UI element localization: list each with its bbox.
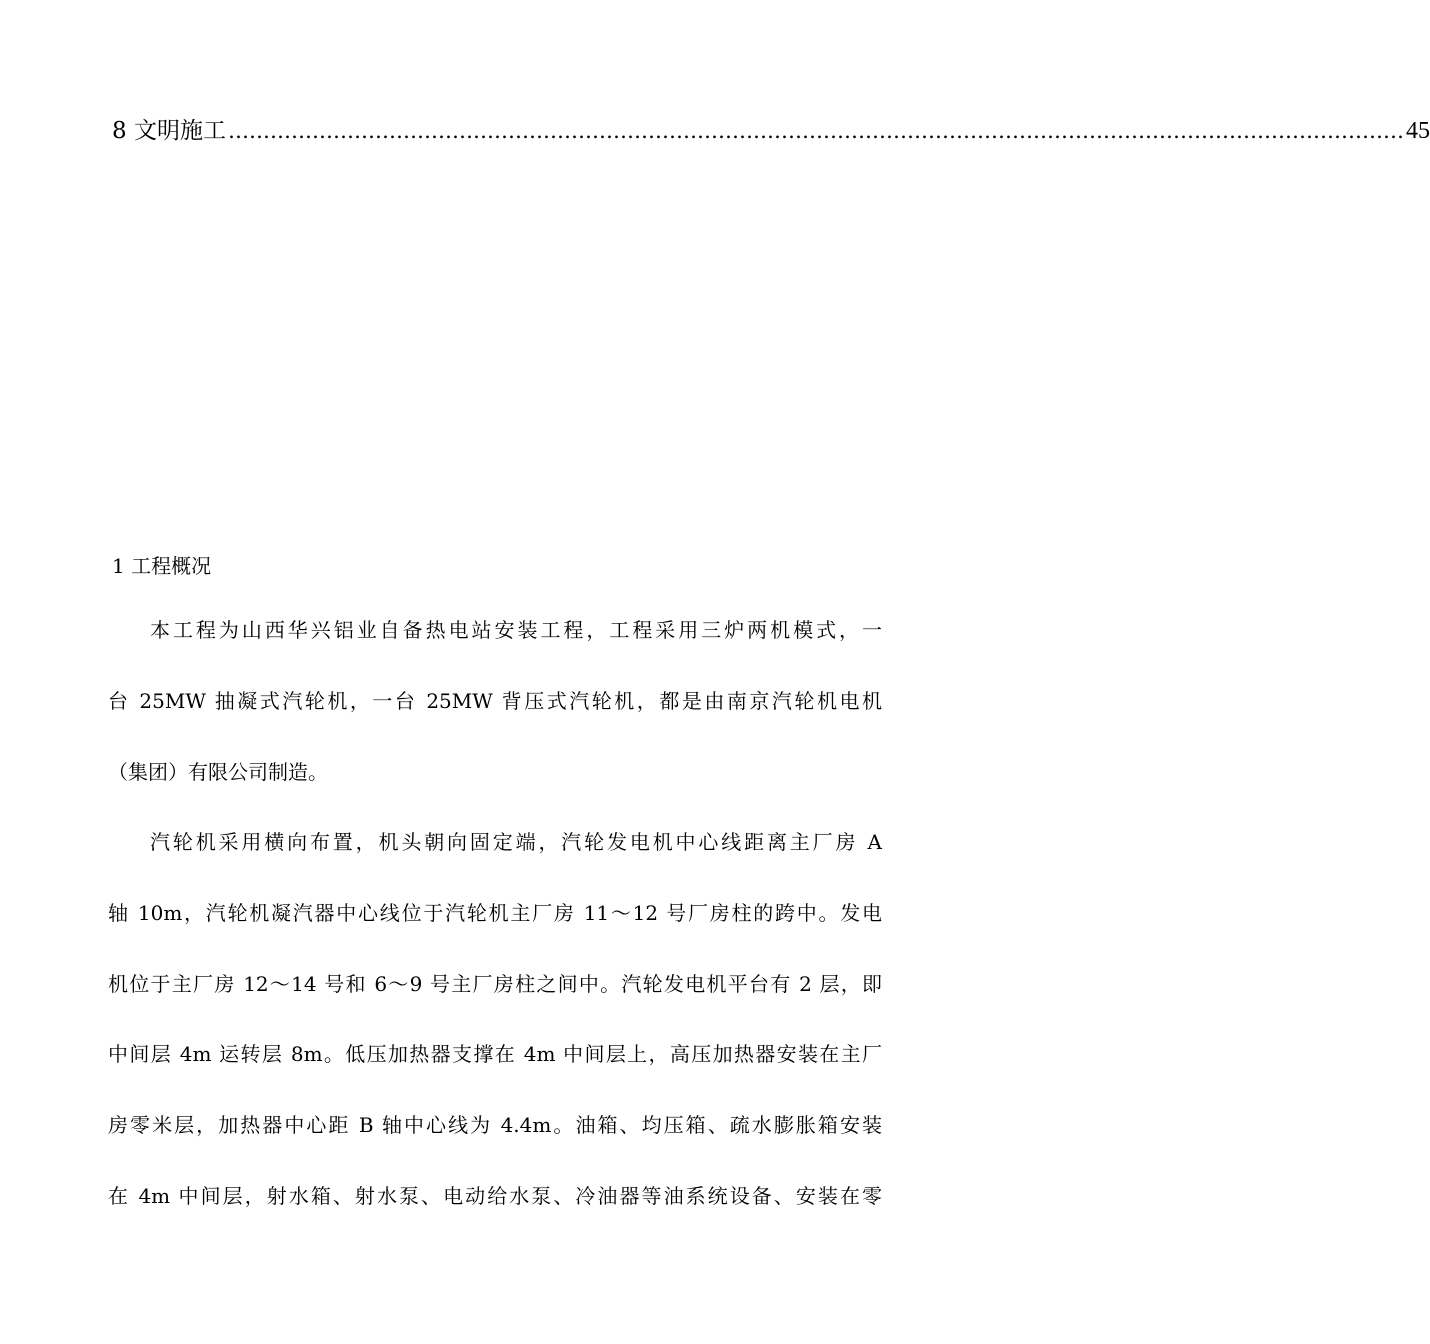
paragraph-line: 轴 10m，汽轮机凝汽器中心线位于汽轮机主厂房 11～12 号厂房柱的跨中。发电 bbox=[108, 901, 882, 925]
paragraph-line: 机位于主厂房 12～14 号和 6～9 号主厂房柱之间中。汽轮发电机平台有 2 层，即 bbox=[108, 972, 882, 996]
paragraph-line: 在 4m 中间层，射水箱、射水泵、电动给水泵、冷油器等油系统设备、安装在零 bbox=[108, 1184, 882, 1208]
paragraph-line: （集团）有限公司制造。 bbox=[108, 760, 328, 784]
toc-entry-label: 8 文明施工 bbox=[112, 118, 226, 144]
toc-dot-leader: …………………………………………………………………………………………………………………………………………………… bbox=[227, 119, 1404, 143]
paragraph-line: 汽轮机采用横向布置，机头朝向固定端，汽轮发电机中心线距离主厂房 A bbox=[150, 830, 882, 854]
paragraph-line: 台 25MW 抽凝式汽轮机，一台 25MW 背压式汽轮机，都是由南京汽轮机电机 bbox=[108, 689, 882, 713]
toc-page-number: 45 bbox=[1405, 118, 1430, 144]
paragraph-line: 房零米层，加热器中心距 B 轴中心线为 4.4m。油箱、均压箱、疏水膨胀箱安装 bbox=[108, 1113, 882, 1137]
paragraph-line: 本工程为山西华兴铝业自备热电站安装工程，工程采用三炉两机模式，一 bbox=[150, 618, 882, 642]
toc-entry bbox=[112, 112, 1430, 146]
section-heading: 1 工程概况 bbox=[112, 554, 212, 578]
paragraph-line: 中间层 4m 运转层 8m。低压加热器支撑在 4m 中间层上，高压加热器安装在主厂 bbox=[108, 1042, 882, 1066]
